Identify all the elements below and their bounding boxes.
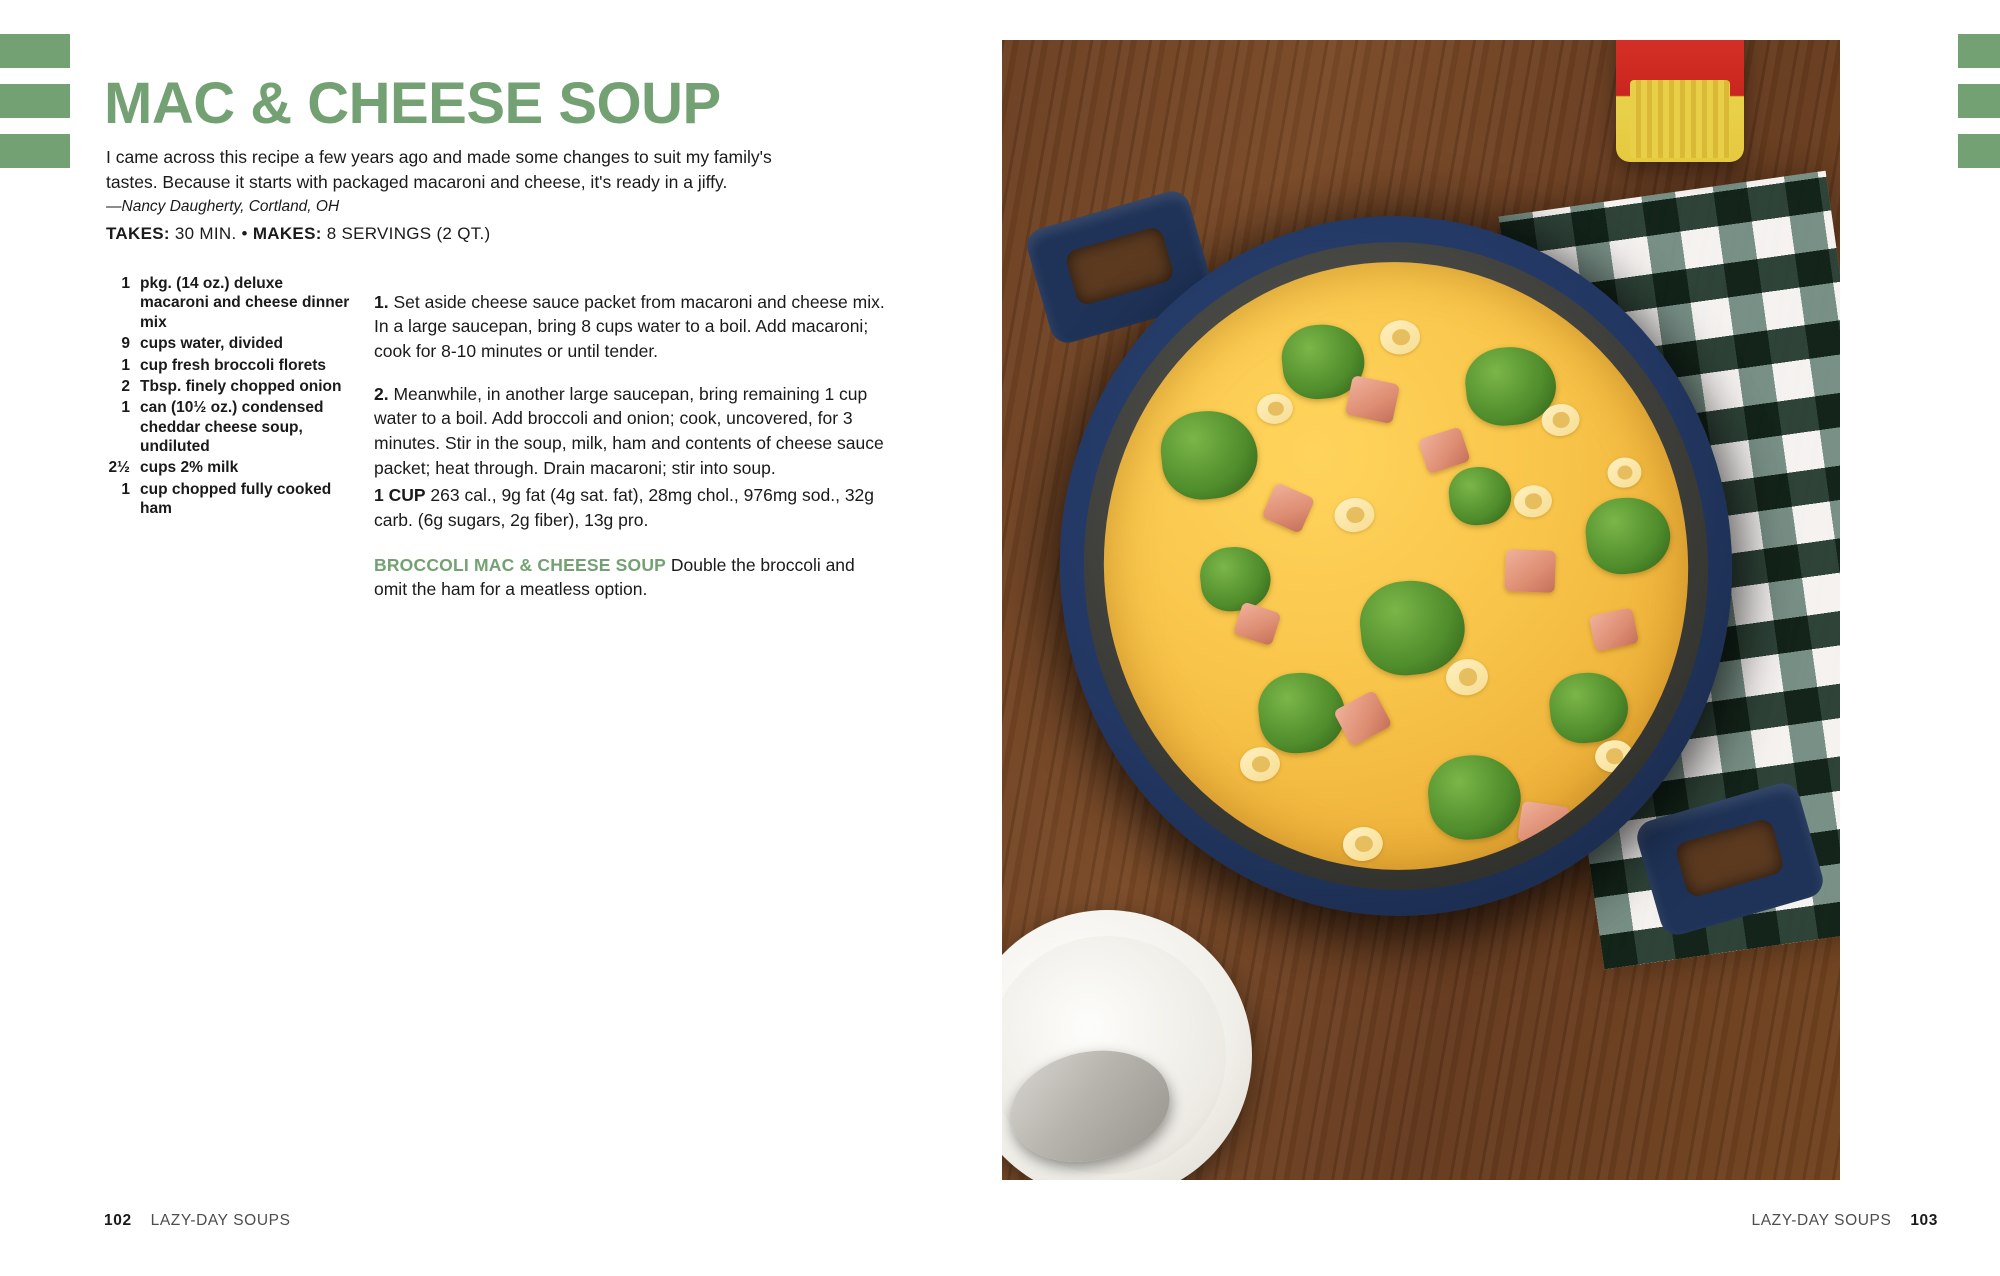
- ham-cube: [1505, 549, 1556, 593]
- step-text: Set aside cheese sauce packet from macaroni and cheese mix. In a large saucepan, bring 8 cups water to a boil. Add macaroni; cook for 8-10 minutes or until tender.: [374, 291, 885, 362]
- ingredient-amount: 1: [121, 356, 130, 374]
- list-item: [106, 398, 356, 456]
- macaroni-piece: [1606, 456, 1643, 489]
- broccoli-floret: [1546, 669, 1631, 747]
- list-item: [106, 334, 356, 353]
- step-number: 1.: [374, 291, 389, 312]
- ham-cube: [1418, 426, 1471, 474]
- section-name-right: LAZY-DAY SOUPS: [1751, 1212, 1892, 1229]
- broccoli-floret: [1424, 750, 1524, 843]
- ingredient-amount: 1: [121, 480, 130, 498]
- macaroni-piece: [1594, 738, 1635, 774]
- ingredient-amount: 2½: [108, 459, 130, 477]
- list-item: [106, 458, 356, 477]
- step-text: Meanwhile, in another large saucepan, bring remaining 1 cup water to a boil. Add broccoli and onion; cook, uncovered, for 3 minutes. Stir in the soup, milk, ham and contents of cheese sauce packet; heat through. Drain macaroni; stir into soup.: [374, 383, 884, 479]
- broccoli-floret: [1446, 464, 1514, 528]
- nutrition-label: 1 CUP: [374, 484, 426, 505]
- step-number: 2.: [374, 383, 389, 404]
- direction-step: [374, 290, 892, 365]
- macaroni-piece: [1444, 657, 1490, 697]
- recipe-meta: [106, 224, 491, 244]
- ingredient-text: cup fresh broccoli florets: [140, 356, 327, 374]
- meta-separator: •: [241, 224, 248, 243]
- ingredient-text: can (10½ oz.) condensed cheddar cheese soup, undiluted: [140, 399, 324, 455]
- takes-value: 30 MIN.: [174, 224, 237, 243]
- ingredient-text: cups water, divided: [140, 335, 283, 353]
- broccoli-floret: [1197, 543, 1273, 614]
- ingredient-text: cup chopped fully cooked ham: [140, 480, 332, 518]
- decorative-bar-right-3: [1958, 134, 2000, 168]
- macaroni-piece: [1341, 825, 1384, 863]
- nutrition-info: [374, 483, 892, 533]
- list-item: [106, 356, 356, 375]
- ingredient-amount: 1: [121, 275, 130, 292]
- page-number-left: 102: [104, 1212, 132, 1229]
- takes-label: TAKES:: [106, 224, 170, 243]
- ham-cube: [1345, 375, 1400, 424]
- bottle-label: [1630, 80, 1730, 158]
- page-title: MAC & CHEESE SOUP: [104, 70, 721, 136]
- footer-left: [104, 1212, 305, 1230]
- decorative-bar-right-2: [1958, 84, 2000, 118]
- macaroni-piece: [1512, 483, 1553, 519]
- variation-text: Double the broccoli and omit the ham for a meatless option.: [374, 554, 855, 600]
- ham-cube: [1589, 607, 1640, 651]
- list-item: [106, 480, 356, 519]
- ham-cube: [1517, 801, 1570, 847]
- soup-surface: [1074, 233, 1718, 899]
- recipe-variation: [374, 553, 892, 603]
- recipe-photo: [1002, 40, 1840, 1180]
- macaroni-piece: [1378, 318, 1421, 356]
- ham-cube: [1261, 482, 1315, 534]
- ingredient-amount: 9: [121, 335, 130, 353]
- nutrition-text: 263 cal., 9g fat (4g sat. fat), 28mg chol., 976mg sod., 32g carb. (6g sugars, 2g fiber), 13g pro.: [374, 484, 875, 530]
- macaroni-piece: [1238, 745, 1281, 783]
- list-item: [106, 377, 356, 396]
- ingredient-text: cups 2% milk: [140, 459, 239, 477]
- broccoli-floret: [1582, 493, 1673, 577]
- makes-label: MAKES:: [252, 224, 322, 243]
- macaroni-piece: [1255, 392, 1294, 426]
- macaroni-piece: [1333, 496, 1376, 534]
- ingredient-text: pkg. (14 oz.) deluxe macaroni and cheese dinner mix: [140, 275, 350, 331]
- recipe-intro: I came across this recipe a few years ago and made some changes to suit my family's tastes. Because it starts with packaged macaroni and cheese, it's ready in a jiffy.: [106, 146, 772, 192]
- ingredient-text: Tbsp. finely chopped onion: [140, 377, 342, 395]
- recipe-byline: —Nancy Daugherty, Cortland, OH: [106, 197, 340, 215]
- variation-title: BROCCOLI MAC & CHEESE SOUP: [374, 554, 667, 575]
- broccoli-floret: [1157, 406, 1262, 504]
- page-number-right: 103: [1910, 1212, 1938, 1229]
- ham-cube: [1233, 601, 1282, 646]
- ingredient-list: [106, 274, 356, 521]
- list-item: [106, 274, 356, 332]
- footer-right: [1737, 1212, 1938, 1230]
- makes-value: 8 SERVINGS (2 QT.): [326, 224, 491, 243]
- hot-sauce-bottle: [1616, 40, 1744, 162]
- direction-step: [374, 382, 892, 481]
- ingredient-amount: 1: [121, 399, 130, 417]
- decorative-bar-right-1: [1958, 34, 2000, 68]
- ingredient-amount: 2: [121, 377, 130, 395]
- section-name-left: LAZY-DAY SOUPS: [150, 1212, 291, 1229]
- directions: [374, 272, 892, 620]
